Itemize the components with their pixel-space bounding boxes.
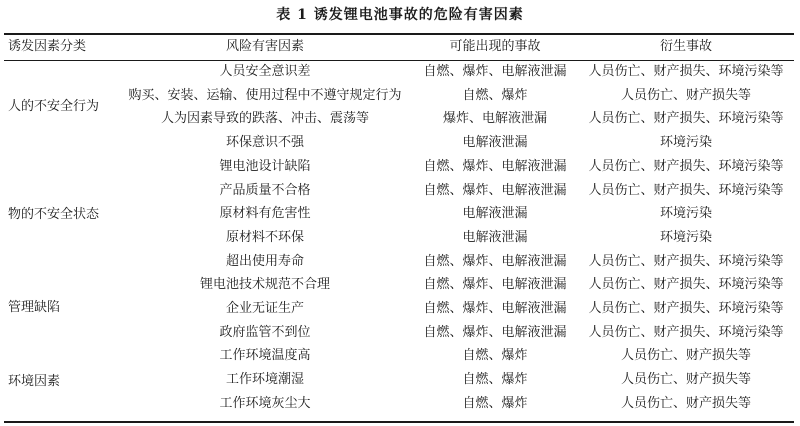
derived-accident-cell: 人员伤亡、财产损失等 xyxy=(620,88,751,103)
possible-accident-cell: 自燃、爆炸、电解液泄漏 xyxy=(423,183,567,198)
derived-accident-cell: 人员伤亡、财产损失、环境污染等 xyxy=(588,111,784,126)
derived-accident-cell: 环境污染 xyxy=(659,135,712,150)
possible-accident-cell: 电解液泄漏 xyxy=(462,230,528,245)
risk-factor-cell: 工作环境潮湿 xyxy=(225,372,304,387)
header-risk-factor: 风险有害因素 xyxy=(225,39,304,54)
category-environment: 环境因素 xyxy=(8,374,61,389)
possible-accident-cell: 自燃、爆炸 xyxy=(462,372,528,387)
risk-factor-cell: 人员安全意识差 xyxy=(219,64,311,79)
risk-factor-cell: 锂电池设计缺陷 xyxy=(219,159,311,174)
risk-factor-cell: 政府监管不到位 xyxy=(219,325,311,340)
possible-accident-cell: 自燃、爆炸、电解液泄漏 xyxy=(423,325,567,340)
risk-factor-cell: 环保意识不强 xyxy=(225,135,304,150)
category-human-unsafe-behavior: 人的不安全行为 xyxy=(8,99,100,114)
table-header-rule xyxy=(4,60,794,61)
risk-factor-cell: 企业无证生产 xyxy=(225,301,304,316)
category-object-unsafe-state: 物的不安全状态 xyxy=(8,207,100,222)
derived-accident-cell: 环境污染 xyxy=(659,230,712,245)
risk-factor-cell: 原材料有危害性 xyxy=(219,206,311,221)
possible-accident-cell: 爆炸、电解液泄漏 xyxy=(442,111,547,126)
risk-factor-cell: 人为因素导致的跌落、冲击、震荡等 xyxy=(160,111,369,126)
derived-accident-cell: 人员伤亡、财产损失、环境污染等 xyxy=(588,254,784,269)
possible-accident-cell: 电解液泄漏 xyxy=(462,206,528,221)
possible-accident-cell: 自燃、爆炸、电解液泄漏 xyxy=(423,301,567,316)
derived-accident-cell: 人员伤亡、财产损失、环境污染等 xyxy=(588,183,784,198)
possible-accident-cell: 自燃、爆炸 xyxy=(462,396,528,411)
derived-accident-cell: 人员伤亡、财产损失等 xyxy=(620,372,751,387)
risk-factor-cell: 工作环境灰尘大 xyxy=(219,396,311,411)
table-bottom-rule xyxy=(4,421,794,423)
risk-factor-cell: 产品质量不合格 xyxy=(219,183,311,198)
table-top-rule xyxy=(4,33,794,35)
possible-accident-cell: 自燃、爆炸、电解液泄漏 xyxy=(423,254,567,269)
derived-accident-cell: 环境污染 xyxy=(659,206,712,221)
table-caption: 表 1 诱发锂电池事故的危险有害因素 xyxy=(276,7,524,23)
risk-factor-cell: 锂电池技术规范不合理 xyxy=(199,277,330,292)
possible-accident-cell: 自燃、爆炸、电解液泄漏 xyxy=(423,159,567,174)
risk-factor-cell: 购买、安装、运输、使用过程中不遵守规定行为 xyxy=(128,88,402,103)
possible-accident-cell: 自燃、爆炸、电解液泄漏 xyxy=(423,64,567,79)
risk-factor-cell: 超出使用寿命 xyxy=(225,254,304,269)
derived-accident-cell: 人员伤亡、财产损失、环境污染等 xyxy=(588,159,784,174)
possible-accident-cell: 自燃、爆炸 xyxy=(462,348,528,363)
possible-accident-cell: 自燃、爆炸 xyxy=(462,88,528,103)
derived-accident-cell: 人员伤亡、财产损失等 xyxy=(620,396,751,411)
risk-factor-cell: 原材料不环保 xyxy=(225,230,304,245)
header-category: 诱发因素分类 xyxy=(8,39,87,54)
derived-accident-cell: 人员伤亡、财产损失等 xyxy=(620,348,751,363)
possible-accident-cell: 电解液泄漏 xyxy=(462,135,528,150)
risk-factor-cell: 工作环境温度高 xyxy=(219,348,311,363)
possible-accident-cell: 自燃、爆炸、电解液泄漏 xyxy=(423,277,567,292)
derived-accident-cell: 人员伤亡、财产损失、环境污染等 xyxy=(588,64,784,79)
header-derived-accident: 衍生事故 xyxy=(659,39,712,54)
derived-accident-cell: 人员伤亡、财产损失、环境污染等 xyxy=(588,277,784,292)
category-management-defect: 管理缺陷 xyxy=(8,300,61,315)
derived-accident-cell: 人员伤亡、财产损失、环境污染等 xyxy=(588,325,784,340)
derived-accident-cell: 人员伤亡、财产损失、环境污染等 xyxy=(588,301,784,316)
header-possible-accident: 可能出现的事故 xyxy=(449,39,541,54)
